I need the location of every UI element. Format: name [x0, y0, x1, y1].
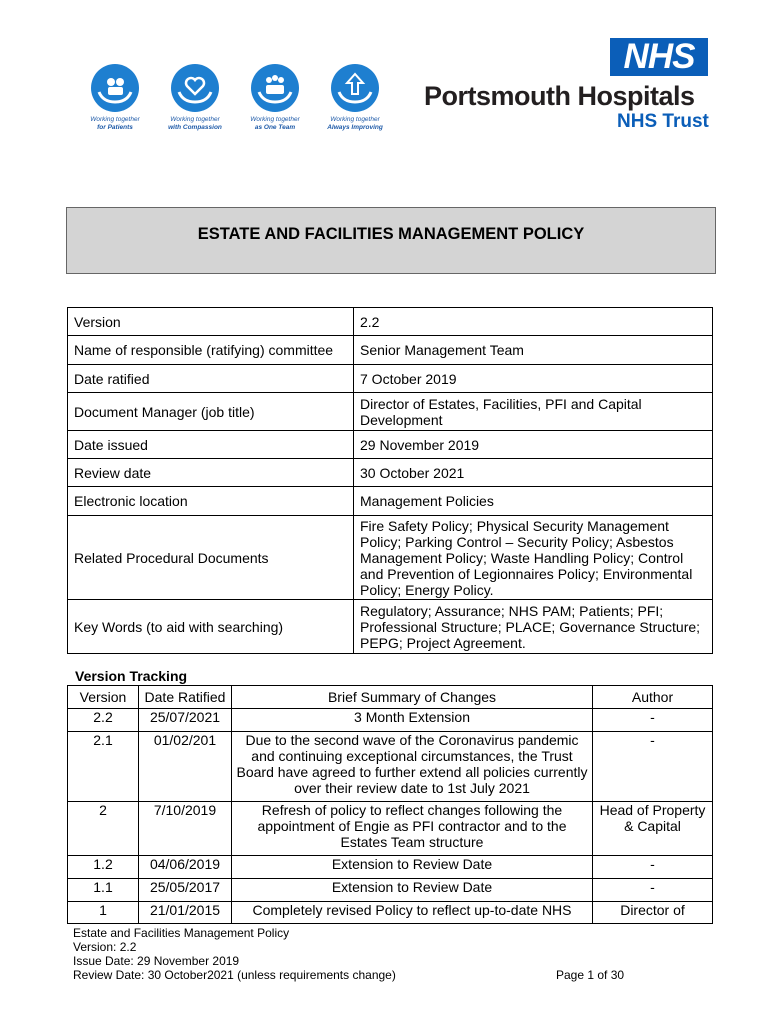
info-key: Document Manager (job title) — [68, 393, 354, 431]
date-cell: 01/02/201 — [139, 732, 232, 802]
version-tracking-table — [67, 685, 713, 924]
trust-values — [80, 64, 400, 134]
table-row — [68, 516, 713, 600]
info-key: Key Words (to aid with searching) — [68, 600, 354, 654]
version-cell: 1.1 — [68, 879, 139, 902]
date-cell: 7/10/2019 — [139, 802, 232, 856]
info-key: Name of responsible (ratifying) committee — [68, 336, 354, 365]
value-line1: Working together — [330, 116, 380, 123]
version-cell: 1 — [68, 902, 139, 924]
table-row — [68, 308, 713, 336]
author-cell: - — [593, 732, 713, 802]
column-header: Brief Summary of Changes — [232, 686, 593, 709]
value-line2: Always Improving — [327, 124, 383, 131]
document-title: ESTATE AND FACILITIES MANAGEMENT POLICY — [197, 225, 585, 243]
footer-doc-title: Estate and Facilities Management Policy — [73, 926, 290, 940]
value-line2: with Compassion — [168, 124, 222, 131]
date-cell: 04/06/2019 — [139, 856, 232, 879]
org-name: Portsmouth Hospitals — [424, 81, 695, 111]
info-value: Senior Management Team — [354, 336, 713, 365]
author-cell: - — [593, 709, 713, 732]
version-cell: 1.2 — [68, 856, 139, 879]
info-key: Electronic location — [68, 487, 354, 516]
hands-people-icon — [91, 64, 139, 112]
table-row — [68, 802, 713, 856]
info-value: 30 October 2021 — [354, 459, 713, 487]
info-value: Management Policies — [354, 487, 713, 516]
value-patients — [80, 64, 150, 132]
summary-cell: 3 Month Extension — [232, 709, 593, 732]
value-line1: Working together — [170, 116, 220, 123]
table-row — [68, 902, 713, 924]
value-line1: Working together — [90, 116, 140, 123]
summary-cell: Completely revised Policy to reflect up-to-date NHS — [232, 902, 593, 924]
author-cell: - — [593, 856, 713, 879]
info-value: Regulatory; Assurance; NHS PAM; Patients; PFI; Professional Structure; PLACE; Governance Structure; PEPG; Project Agreement. — [354, 600, 713, 654]
version-cell: 2.2 — [68, 709, 139, 732]
version-tracking-label: Version Tracking — [75, 668, 188, 684]
column-header: Date Ratified — [139, 686, 232, 709]
footer-version: Version: 2.2 — [73, 940, 137, 954]
info-key: Version — [68, 308, 354, 336]
org-subtitle: NHS Trust — [617, 111, 709, 132]
info-value: 2.2 — [354, 308, 713, 336]
info-key: Related Procedural Documents — [68, 516, 354, 600]
table-row — [68, 709, 713, 732]
author-cell: Head of Property & Capital — [593, 802, 713, 856]
hands-arrow-up-icon — [331, 64, 379, 112]
summary-cell: Refresh of policy to reflect changes following the appointment of Engie as PFI contractor and to the Estates Team structure — [232, 802, 593, 856]
column-header: Version — [68, 686, 139, 709]
info-value: 7 October 2019 — [354, 365, 713, 393]
footer-review-date: Review Date: 30 October2021 (unless requirements change) — [73, 968, 396, 982]
info-key: Date ratified — [68, 365, 354, 393]
hands-heart-icon — [171, 64, 219, 112]
table-row — [68, 856, 713, 879]
table-row — [68, 732, 713, 802]
author-cell: Director of — [593, 902, 713, 924]
table-row — [68, 365, 713, 393]
author-cell: - — [593, 879, 713, 902]
value-line2: for Patients — [97, 124, 133, 131]
column-header: Author — [593, 686, 713, 709]
info-key: Date issued — [68, 431, 354, 459]
summary-cell: Due to the second wave of the Coronavirus pandemic and continuing exceptional circumstances, the Trust Board have agreed to further extend all policies currently over their review date to 1st July 2021 — [232, 732, 593, 802]
version-cell: 2.1 — [68, 732, 139, 802]
hands-team-icon — [251, 64, 299, 112]
table-row — [68, 879, 713, 902]
table-row — [68, 393, 713, 431]
value-compassion — [160, 64, 230, 132]
date-cell: 25/05/2017 — [139, 879, 232, 902]
table-row — [68, 431, 713, 459]
date-cell: 25/07/2021 — [139, 709, 232, 732]
nhs-logo: NHS — [610, 38, 708, 76]
info-key: Review date — [68, 459, 354, 487]
info-value: 29 November 2019 — [354, 431, 713, 459]
summary-cell: Extension to Review Date — [232, 879, 593, 902]
document-info-table — [67, 307, 713, 654]
page-footer — [73, 926, 396, 982]
version-cell: 2 — [68, 802, 139, 856]
summary-cell: Extension to Review Date — [232, 856, 593, 879]
table-row — [68, 336, 713, 365]
page-number: Page 1 of 30 — [556, 968, 625, 982]
value-one-team — [240, 64, 310, 132]
info-value: Fire Safety Policy; Physical Security Management Policy; Parking Control – Security Policy; Asbestos Management Policy; Waste Handling Policy; Control and Prevention of Legionnaires Policy; Environmental Policy; Energy Policy. — [354, 516, 713, 600]
table-row — [68, 487, 713, 516]
table-row — [68, 459, 713, 487]
date-cell: 21/01/2015 — [139, 902, 232, 924]
value-improving — [320, 64, 390, 132]
table-header-row — [68, 686, 713, 709]
footer-issue-date: Issue Date: 29 November 2019 — [73, 954, 240, 968]
title-box — [66, 207, 716, 274]
value-line1: Working together — [250, 116, 300, 123]
value-line2: as One Team — [254, 124, 296, 131]
table-row — [68, 600, 713, 654]
info-value: Director of Estates, Facilities, PFI and Capital Development — [354, 393, 713, 431]
